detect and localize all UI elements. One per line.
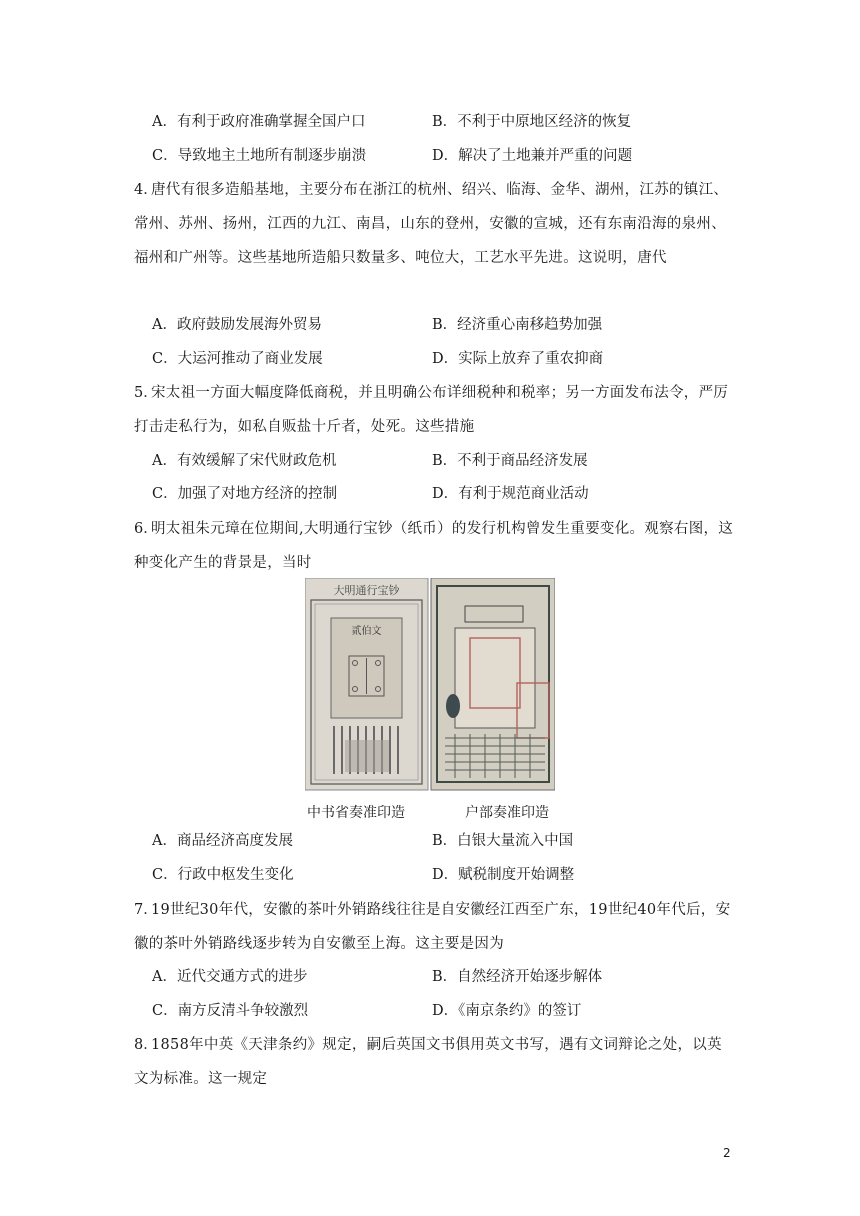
banknote-caption-left: 中书省奏准印造 — [307, 805, 405, 821]
q4-option-c[interactable]: C．大运河推动了商业发展 — [152, 351, 323, 367]
q7-option-c[interactable]: C．南方反清斗争较激烈 — [152, 1003, 309, 1019]
question-5-text: 宋太祖一方面大幅度降低商税，并且明确公布详细税种和税率；另一方面发布法令，严厉打击走私行为，如私自贩盐十斤者，处死。这些措施 — [134, 385, 729, 435]
q7-option-d[interactable]: D．《南京条约》的签订 — [432, 1003, 582, 1019]
question-4-text: 唐代有很多造船基地，主要分布在浙江的杭州、绍兴、临海、金华、湖州，江苏的镇江、常州、苏州、扬州，江西的九江、南昌，山东的登州，安徽的宣城，还有东南沿海的泉州、福州和广州等。这些基地所造船只数量多、吨位大，工艺水平先进。这说明，唐代 — [134, 182, 729, 266]
question-5-number: 5． — [134, 385, 158, 401]
question-6-number: 6． — [134, 521, 158, 537]
q3-option-c[interactable]: C．导致地主土地所有制逐步崩溃 — [152, 148, 367, 164]
question-7 — [134, 893, 734, 961]
q3-option-a[interactable]: A．有利于政府准确掌握全国户口 — [152, 114, 366, 130]
q4-option-d[interactable]: D．实际上放弃了重农抑商 — [432, 351, 604, 367]
banknote-figure — [305, 578, 555, 822]
question-4 — [134, 173, 734, 275]
q4-option-a[interactable]: A．政府鼓励发展海外贸易 — [152, 317, 322, 333]
banknote-illustration — [305, 578, 555, 822]
q3-option-b[interactable]: B．不利于中原地区经济的恢复 — [432, 114, 632, 130]
page-number: 2 — [723, 1146, 731, 1160]
q4-option-b[interactable]: B．经济重心南移趋势加强 — [432, 317, 603, 333]
q6-option-d[interactable]: D．赋税制度开始调整 — [432, 867, 575, 883]
q6-option-c[interactable]: C．行政中枢发生变化 — [152, 867, 294, 883]
q6-option-b[interactable]: B．白银大量流入中国 — [432, 833, 574, 849]
q7-option-a[interactable]: A．近代交通方式的进步 — [152, 969, 308, 985]
q5-option-d[interactable]: D．有利于规范商业活动 — [432, 486, 589, 502]
question-8-text: 1858年中英《天津条约》规定，嗣后英国文书俱用英文书写，遇有文词辩论之处，以英文为标准。这一规定 — [134, 1037, 722, 1087]
note-left-value: 贰伯文 — [351, 626, 382, 637]
q3-option-d[interactable]: D．解决了土地兼并严重的问题 — [432, 148, 633, 164]
q5-option-b[interactable]: B．不利于商品经济发展 — [432, 453, 588, 469]
q7-option-b[interactable]: B．自然经济开始逐步解体 — [432, 969, 603, 985]
q5-option-a[interactable]: A．有效缓解了宋代财政危机 — [152, 453, 337, 469]
question-5 — [134, 376, 734, 444]
question-8 — [134, 1028, 734, 1096]
question-4-number: 4． — [134, 182, 158, 198]
question-8-number: 8． — [134, 1037, 158, 1053]
question-6-text: 明太祖朱元璋在位期间,大明通行宝钞（纸币）的发行机构曾发生重要变化。观察右图，这种变化产生的背景是，当时 — [134, 521, 734, 571]
question-7-text: 19世纪30年代，安徽的茶叶外销路线往往是自安徽经江西至广东，19世纪40年代后，安徽的茶叶外销路线逐步转为自安徽至上海。这主要是因为 — [134, 902, 731, 952]
q5-option-c[interactable]: C．加强了对地方经济的控制 — [152, 486, 338, 502]
banknote-caption-right: 户部奏准印造 — [465, 805, 549, 821]
q6-option-a[interactable]: A．商品经济高度发展 — [152, 833, 293, 849]
question-7-number: 7． — [134, 902, 158, 918]
note-left-title: 大明通行宝钞 — [333, 584, 400, 597]
question-6 — [134, 512, 734, 580]
